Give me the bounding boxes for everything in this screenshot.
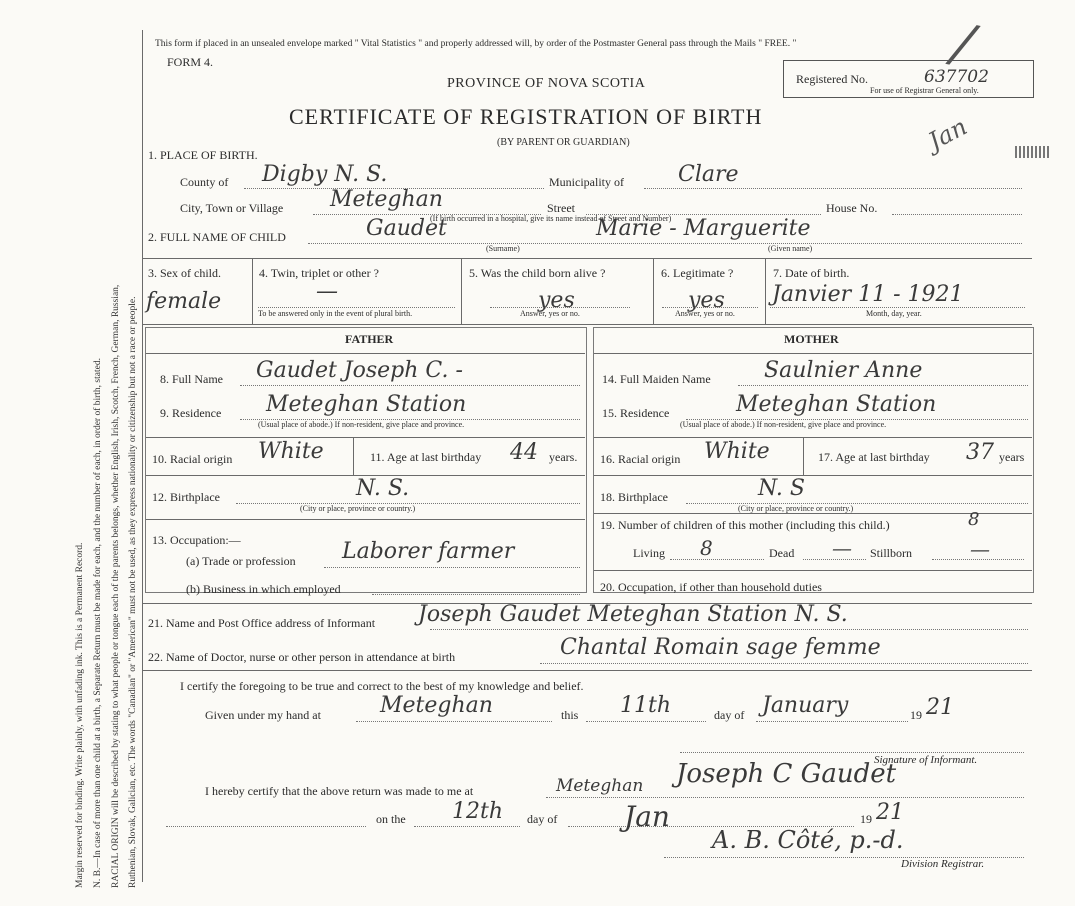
house-number-line: [892, 214, 1022, 215]
informant-line: [430, 629, 1028, 630]
row3-divider-4: [765, 259, 766, 324]
this-label: this: [561, 708, 579, 722]
mother-rule-3: [594, 513, 1032, 514]
city-value: Meteghan: [330, 187, 443, 212]
registrar-year-prefix: 19: [860, 812, 872, 826]
city-label: City, Town or Village: [180, 201, 284, 215]
father-trade-value: Laborer farmer: [342, 539, 515, 564]
given-name-caption: (Given name): [768, 244, 813, 253]
father-birthplace-value: N. S.: [356, 476, 410, 501]
margin-note-4: Ruthenian, Slovak, Galician, etc. The words "Canadian" or "American" must not be used, as they express nationality or citizenship but not a race or people.: [128, 296, 138, 888]
father-rule-3: [146, 519, 585, 520]
father-occupation-label: 13. Occupation:—: [152, 533, 241, 547]
twin-line: [258, 307, 455, 308]
informant-value: Joseph Gaudet Meteghan Station N. S.: [418, 602, 848, 627]
given-year-value: 21: [926, 695, 954, 720]
legitimate-label: 6. Legitimate ?: [661, 266, 734, 280]
doctor-line: [540, 663, 1028, 664]
dob-note: Month, day, year.: [866, 309, 922, 318]
father-residence-note: (Usual place of abode.) If non-resident, give place and province.: [258, 420, 465, 429]
margin-note-2: N. B.—In case of more than one child at a birth, a Separate Return must be made for each, and the number of each, in order of birth, stated.: [93, 358, 103, 888]
given-place-line: [356, 721, 552, 722]
municipality-value: Clare: [678, 162, 739, 187]
mother-residence-label: 15. Residence: [602, 406, 670, 420]
living-label: Living: [633, 546, 665, 560]
province-heading: PROVINCE OF NOVA SCOTIA: [447, 76, 646, 91]
form-number: FORM 4.: [167, 55, 214, 69]
alive-note: Answer, yes or no.: [520, 309, 580, 318]
doctor-value: Chantal Romain sage femme: [560, 635, 881, 660]
given-day-value: 11th: [620, 693, 672, 718]
father-rule-1: [146, 437, 585, 438]
child-name-label: 2. FULL NAME OF CHILD: [148, 230, 286, 244]
father-business-line: [372, 594, 580, 595]
dead-value: —: [832, 536, 852, 560]
registrar-use-note: For use of Registrar General only.: [870, 86, 979, 95]
form-left-border: [142, 30, 143, 882]
father-racial-divider: [353, 437, 354, 475]
given-month-value: January: [762, 693, 849, 718]
twin-label: 4. Twin, triplet or other ?: [259, 266, 379, 280]
stillborn-line: [932, 559, 1024, 560]
mother-residence-note: (Usual place of abode.) If non-resident, give place and province.: [680, 420, 887, 429]
legitimate-line: [662, 307, 758, 308]
father-trade-label: (a) Trade or profession: [186, 554, 296, 568]
registrar-place-value: Meteghan: [556, 776, 644, 796]
margin-note-1: Margin reserved for binding. Write plainly, with unfading ink. This is a Permanent Record.: [75, 542, 85, 888]
row3-divider-1: [252, 259, 253, 324]
children-count-label: 19. Number of children of this mother (including this child.): [600, 518, 890, 532]
corner-handwritten-mark: Jan: [923, 112, 972, 156]
on-the-label: on the: [376, 812, 406, 826]
row3-bottom-rule: [143, 324, 1032, 325]
father-age-label: 11. Age at last birthday: [370, 450, 482, 464]
row3-divider-2: [461, 259, 462, 324]
father-racial-value: White: [258, 439, 324, 464]
registrar-leading-line: [166, 826, 366, 827]
mother-years-label: years: [999, 450, 1025, 464]
dob-value: Janvier 11 - 1921: [772, 282, 964, 307]
postal-note: This form if placed in an unsealed envelope marked " Vital Statistics " and properly addressed will, by order of the Postmaster General pass through the Mails " FREE. ": [155, 39, 797, 49]
registrar-day-value: 12th: [452, 799, 504, 824]
legitimate-value: yes: [688, 288, 725, 313]
given-day-of-label: day of: [714, 708, 745, 722]
father-birthplace-note: (City or place, province or country.): [300, 504, 416, 513]
living-line: [670, 559, 764, 560]
mother-racial-label: 16. Racial origin: [600, 452, 681, 466]
father-name-value: Gaudet Joseph C. -: [256, 358, 463, 383]
place-of-birth-label: 1. PLACE OF BIRTH.: [148, 148, 258, 162]
child-surname-value: Gaudet: [366, 216, 447, 241]
father-trade-line: [324, 567, 580, 568]
twin-value: —: [316, 279, 338, 304]
certificate-subtitle: (BY PARENT OR GUARDIAN): [497, 137, 630, 148]
dob-line: [770, 307, 1025, 308]
surname-caption: (Surname): [486, 244, 520, 253]
street-label: Street: [547, 201, 575, 215]
alive-value: yes: [538, 288, 575, 313]
child-given-name-value: Marie - Marguerite: [596, 216, 811, 241]
father-heading-rule: [146, 353, 585, 354]
given-year-prefix: 19: [910, 708, 922, 722]
registrar-day-of-label: day of: [527, 812, 558, 826]
certify-top-rule: [143, 670, 1032, 671]
registrar-month-value: Jan: [624, 800, 670, 833]
mother-racial-value: White: [704, 439, 770, 464]
municipality-label: Municipality of: [549, 175, 624, 189]
margin-note-3: RACIAL ORIGIN will be described by stating to what people or tongue each of the parents belongs, whether English, Irish, Scotch, French, German, Russian,: [111, 284, 121, 888]
municipality-line: [644, 188, 1022, 189]
registered-number-box: [783, 60, 1034, 98]
dead-label: Dead: [769, 546, 795, 560]
father-residence-value: Meteghan Station: [266, 392, 467, 417]
mother-birthplace-label: 18. Birthplace: [600, 490, 668, 504]
mother-rule-2: [594, 475, 1032, 476]
sex-value: female: [146, 289, 222, 314]
child-name-line: [308, 243, 1022, 244]
father-name-label: 8. Full Name: [160, 372, 223, 386]
legitimate-note: Answer, yes or no.: [675, 309, 735, 318]
mother-racial-divider: [803, 437, 804, 475]
living-value: 8: [700, 536, 713, 560]
registered-number: 637702: [924, 67, 989, 87]
mother-residence-value: Meteghan Station: [736, 392, 937, 417]
corner-pen-stroke: /: [947, 10, 979, 77]
mother-birthplace-value: N. S: [758, 476, 805, 501]
certify-statement: I certify the foregoing to be true and correct to the best of my knowledge and belief.: [180, 679, 584, 693]
registered-label: Registered No.: [796, 72, 868, 86]
given-under-label: Given under my hand at: [205, 708, 321, 722]
alive-label: 5. Was the child born alive ?: [469, 266, 606, 280]
house-number-label: House No.: [826, 201, 878, 215]
doctor-label: 22. Name of Doctor, nurse or other person in attendance at birth: [148, 650, 456, 664]
registrar-year-value: 21: [876, 800, 904, 825]
given-month-line: [756, 721, 908, 722]
county-value: Digby N. S.: [262, 162, 388, 187]
mother-occupation-label: 20. Occupation, if other than household duties: [600, 580, 822, 594]
mother-age-label: 17. Age at last birthday: [818, 450, 930, 464]
scribble-mark: [1015, 146, 1049, 158]
twin-note: To be answered only in the event of plural birth.: [258, 309, 413, 318]
children-count-value: 8: [968, 509, 980, 530]
certificate-title: CERTIFICATE OF REGISTRATION OF BIRTH: [289, 104, 763, 129]
stillborn-label: Stillborn: [870, 546, 913, 560]
father-residence-label: 9. Residence: [160, 406, 222, 420]
dead-line: [803, 559, 866, 560]
sex-label: 3. Sex of child.: [148, 266, 221, 280]
father-birthplace-label: 12. Birthplace: [152, 490, 220, 504]
mother-name-line: [738, 385, 1028, 386]
registrar-day-line: [414, 826, 520, 827]
informant-label: 21. Name and Post Office address of Informant: [148, 616, 376, 630]
given-place-value: Meteghan: [380, 693, 493, 718]
father-business-label: (b) Business in which employed: [186, 582, 341, 596]
informant-signature-caption: Signature of Informant.: [874, 754, 978, 766]
county-label: County of: [180, 175, 229, 189]
father-heading: FATHER: [345, 332, 394, 346]
mother-heading: MOTHER: [784, 332, 839, 346]
mother-rule-4: [594, 570, 1032, 571]
father-age-value: 44: [510, 440, 538, 465]
mother-age-value: 37: [966, 440, 994, 465]
row3-divider-3: [653, 259, 654, 324]
row3-top-rule: [143, 258, 1032, 259]
stillborn-value: —: [970, 537, 990, 561]
mother-birthplace-note: (City or place, province or country.): [738, 504, 854, 513]
alive-line: [490, 307, 630, 308]
informant-signature: Joseph C Gaudet: [676, 759, 897, 789]
father-years-label: years.: [549, 450, 578, 464]
division-registrar-caption: Division Registrar.: [901, 858, 985, 870]
mother-heading-rule: [594, 353, 1032, 354]
father-racial-label: 10. Racial origin: [152, 452, 233, 466]
dob-label: 7. Date of birth.: [773, 266, 850, 280]
given-day-line: [586, 721, 706, 722]
father-name-line: [240, 385, 580, 386]
mother-name-label: 14. Full Maiden Name: [602, 372, 711, 386]
registrar-signature: A. B. Côté, p.-d.: [712, 826, 904, 854]
mother-name-value: Saulnier Anne: [764, 358, 923, 383]
registrar-statement: I hereby certify that the above return was made to me at: [205, 784, 474, 798]
hospital-note: (If birth occurred in a hospital, give its name instead of Street and Number): [430, 214, 672, 223]
mother-rule-1: [594, 437, 1032, 438]
